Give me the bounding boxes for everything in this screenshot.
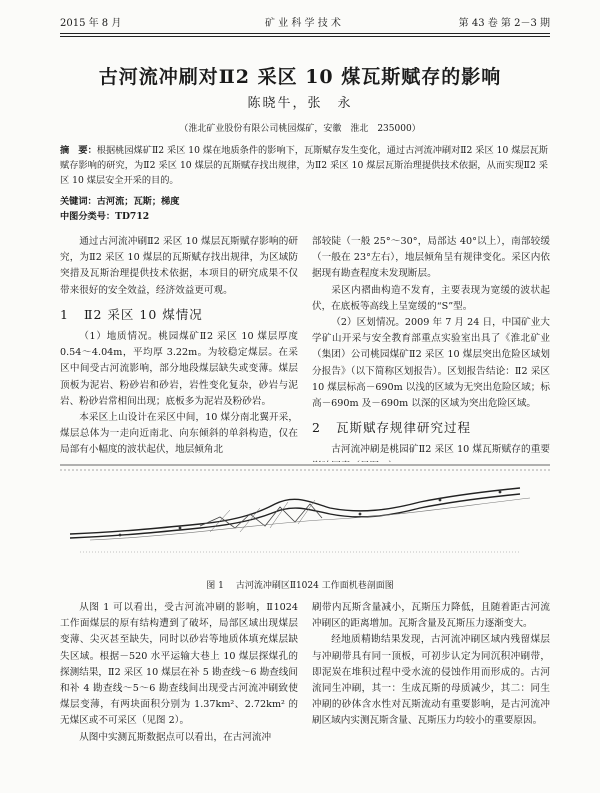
- intro-paragraph: 通过古河流冲刷Ⅱ2 采区 10 煤层瓦斯赋存影响的研究，为Ⅱ2 采区 10 煤层的瓦斯赋存找出规律，为区域防突措及瓦斯治理提供技术依据，本项目的研究成果不仅带来很好的安全效益，经济效益更可观。: [60, 236, 298, 296]
- survey-point: [179, 527, 182, 530]
- survey-point: [359, 513, 362, 516]
- figure-caption-text: 古河流冲刷区Ⅱ1024 工作面机巷剖面图: [235, 581, 394, 591]
- paper-title: 古河流冲刷对Ⅱ2 采区 10 煤瓦斯赋存的影响: [98, 66, 502, 88]
- bottom-left-column: [60, 600, 298, 746]
- fold-paragraph: 采区内褶曲构造不发育，主要表现为宽缓的波状起伏，在底板等高线上呈宽缓的“S”型。: [312, 284, 550, 312]
- figure-number: 图 1: [206, 581, 224, 591]
- survey-point: [439, 499, 442, 502]
- running-header: [60, 14, 550, 30]
- clc-label: 中图分类号：: [60, 211, 116, 222]
- structure-paragraph: 本采区上山设计在采区中间，10 煤分南北翼开采，煤层总体为一走向近南北、向东倾斜的单斜构造，仅在局部有小幅度的波状起伏，地层倾角北: [60, 412, 298, 456]
- dip-paragraph: 部较陡（一般 25°～30°，局部达 40°以上），南部较缓（一般在 23°左右），地层倾角呈有规律变化。采区内依据现有勘查程度未发现断层。: [312, 236, 550, 280]
- survey-point: [119, 534, 122, 537]
- abstract-label: 摘 要：: [60, 145, 97, 156]
- section-2-heading: [312, 420, 550, 436]
- header-rule: [60, 33, 550, 34]
- gas-data-paragraph: 从图中实测瓦斯数据点可以看出，在古河流冲: [79, 731, 272, 743]
- bottom-right-column: [312, 600, 550, 730]
- keywords: [60, 193, 179, 207]
- header-rule-2: [60, 36, 550, 37]
- keywords-text: 古河流；瓦斯；梯度: [96, 196, 180, 207]
- geology-paragraph: （1）地质情况。桃园煤矿Ⅱ2 采区 10 煤层厚度 0.54～4.04m，平均厚 3.22m。为较稳定煤层。在采区中间受古河流影响，部分地段煤层缺失或变薄。煤层顶板为泥岩、粉砂岩和砂岩，岩性变化复杂，砂岩与泥岩、粉砂岩常相间出现；底板多为泥岩及粉砂岩。: [60, 331, 298, 407]
- section-2-number: 2: [312, 420, 321, 436]
- clc-number: [60, 208, 149, 222]
- figure-background: [60, 462, 550, 572]
- figure-analysis-paragraph: 从图 1 可以看出，受古河流冲刷的影响，Ⅱ1024 工作面煤层的原有结构遭到了破坏，局部区域出现煤层变薄、尖灭甚至缺失，同时以砂岩等地质体填充煤层缺失区域。根据－520 水平运输大巷上 10 煤层探煤孔的探测结果，Ⅱ2 采区 10 煤层在补 5 勘查线～6 勘查线间和补 4 勘查线～5～6 勘查线间出现受古河流冲刷致使煤层变薄，有两块面积分别为 1.37km²、2.72km² 的无煤区或不可采区（见图 2）。: [60, 602, 298, 727]
- right-column: [312, 234, 550, 475]
- section-1-title: Ⅱ2 采区 10 煤情况: [84, 306, 203, 322]
- gas-trend-paragraph: 刷带内瓦斯含量减小，瓦斯压力降低，且随着距古河流冲刷区的距离增加。瓦斯含量及瓦斯压力逐渐变大。: [312, 602, 550, 630]
- clc-text: TD712: [115, 211, 150, 222]
- keywords-label: 关键词：: [60, 196, 97, 207]
- left-column: [60, 234, 298, 459]
- figure-caption: [0, 578, 600, 591]
- header-journal: 矿 业 科 学 技 术: [265, 18, 341, 29]
- figure-intro-paragraph: 古河流冲刷是桃园矿Ⅱ2 采区 10 煤瓦斯赋存的重要: [331, 444, 550, 456]
- paper-affiliation: （淮北矿业股份有限公司桃园煤矿，安徽 淮北 235000）: [179, 124, 421, 134]
- section-2-title: 瓦斯赋存规律研究过程: [336, 420, 472, 436]
- zoning-paragraph: （2）区划情况。2009 年 7 月 24 日，中国矿业大学矿山开采与安全教育部重点实验室出具了《淮北矿业（集团）公司桃园煤矿Ⅱ2 采区 10 煤层突出危险区域划分报告》（以下简称区划报告）。区划报告结论：Ⅱ2 采区 10 煤层标高－690m 以浅的区域为无突出危险区域；标高－690m 及－690m 以深的区域为突出危险区域。: [312, 317, 550, 410]
- cross-section-figure: [60, 462, 550, 572]
- abstract-text: 根据桃园煤矿Ⅱ2 采区 10 煤在地质条件的影响下，瓦斯赋存发生变化，通过古河流冲刷对Ⅱ2 采区 10 煤层瓦斯赋存影响的研究，为Ⅱ2 采区 10 煤层的瓦斯赋存找出规律，为Ⅱ2 采区 10 煤层瓦斯治理提供技术依据，从而实现Ⅱ2 采区 10 煤层安全开采的目的。: [60, 145, 548, 186]
- section-1-number: 1: [60, 306, 69, 322]
- abstract: [60, 143, 548, 188]
- paper-authors: 陈晓牛，张 永: [247, 96, 353, 111]
- survey-point: [499, 491, 502, 494]
- conclusion-paragraph: 经地质精勘结果发现，古河流冲刷区域内残留煤层与冲刷带具有同一顶板，可初步认定为同沉积冲刷带，即泥炭在堆积过程中受水流的侵蚀作用而形成的。古河流同生冲刷，其一：生成瓦斯的母质减少，其二：同生冲刷的砂体含水性对瓦斯流动有重要影响，是古河流冲刷区域内实测瓦斯含量、瓦斯压力均较小的重要原因。: [312, 634, 550, 727]
- section-1-heading: [60, 307, 298, 323]
- header-date: 2015 年 8 月: [60, 18, 122, 29]
- header-volume: 第 43 卷 第 2－3 期: [458, 18, 550, 29]
